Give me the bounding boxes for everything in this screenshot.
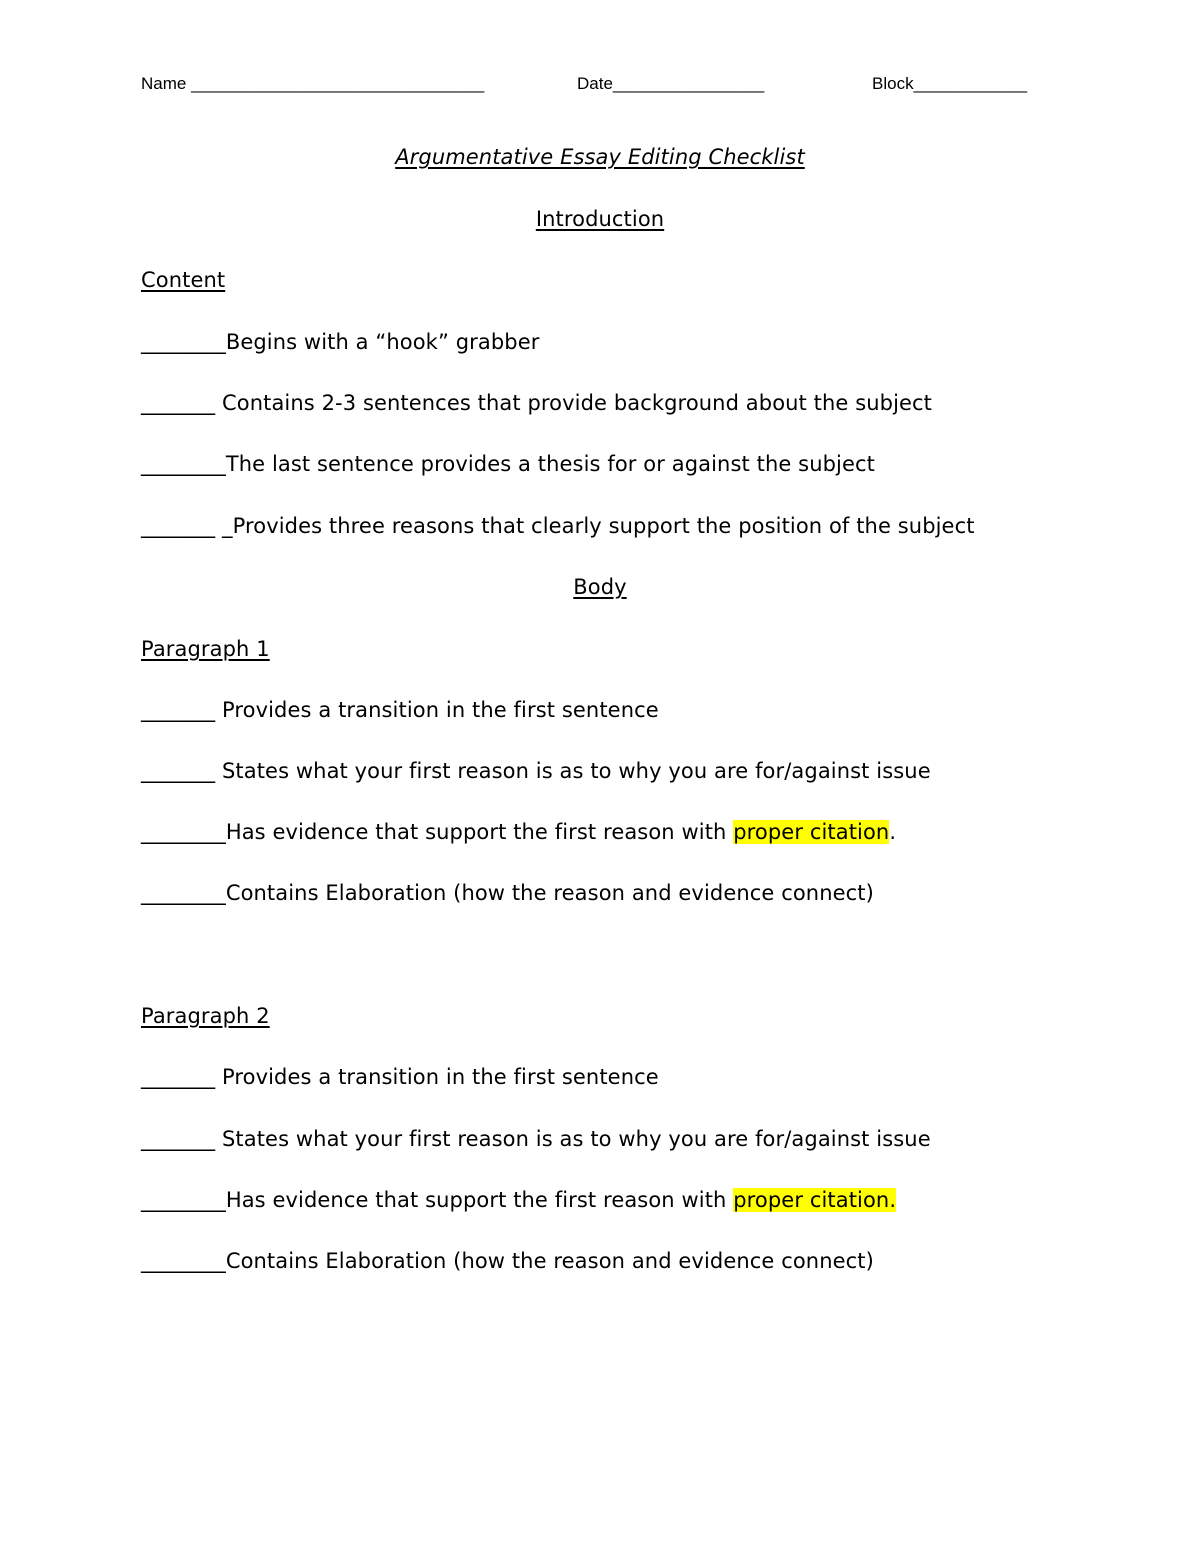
checklist-blank: ________	[141, 820, 226, 844]
checklist-blank: ________	[141, 1188, 226, 1212]
checklist-text: Contains Elaboration (how the reason and evidence connect)	[225, 881, 874, 905]
section-heading-introduction: Introduction	[535, 207, 665, 231]
checklist-item	[141, 1247, 874, 1275]
checklist-text: Contains Elaboration (how the reason and evidence connect)	[225, 1249, 874, 1273]
name-field: Name _______________________________	[141, 74, 485, 93]
checklist-blank: ________	[141, 1249, 226, 1273]
subheading-content: Content	[141, 268, 226, 292]
checklist-text: Has evidence that support the first reason with	[225, 820, 734, 844]
checklist-blank: _______	[141, 1127, 222, 1151]
checklist-item	[141, 818, 896, 846]
checklist-blank: _______	[141, 759, 222, 783]
highlighted-text: proper citation.	[733, 1188, 897, 1212]
student-info-header	[141, 74, 1061, 98]
checklist-blank: _______	[141, 1065, 222, 1089]
checklist-text: Begins with a “hook” grabber	[225, 330, 540, 354]
checklist-text: Has evidence that support the first reason with	[225, 1188, 734, 1212]
checklist-text: Provides a transition in the first sentence	[221, 698, 659, 722]
checklist-text: Provides three reasons that clearly support the position of the subject	[232, 514, 975, 538]
checklist-text: The last sentence provides a thesis for or against the subject	[225, 452, 875, 476]
checklist-item	[141, 757, 931, 785]
checklist-text: States what your first reason is as to why you are for/against issue	[221, 759, 931, 783]
subheading-paragraph-2: Paragraph 2	[141, 1004, 270, 1028]
checklist-text: Provides a transition in the first sentence	[221, 1065, 659, 1089]
checklist-blank: ________	[141, 881, 226, 905]
checklist-item	[141, 879, 874, 907]
checklist-blank: _______	[141, 391, 222, 415]
checklist-item	[141, 1063, 659, 1091]
highlighted-text: proper citation	[733, 820, 890, 844]
checklist-item	[141, 450, 875, 478]
checklist-text-suffix: .	[889, 820, 897, 844]
checklist-text: Contains 2-3 sentences that provide background about the subject	[221, 391, 933, 415]
checklist-item	[141, 389, 932, 417]
checklist-blank: _______	[141, 698, 222, 722]
checklist-item	[141, 512, 975, 540]
checklist-item	[141, 328, 539, 356]
checklist-item	[141, 696, 659, 724]
section-heading-body: Body	[573, 575, 627, 599]
checklist-item	[141, 1125, 931, 1153]
subheading-paragraph-1: Paragraph 1	[141, 637, 270, 661]
checklist-item	[141, 1186, 896, 1214]
checklist-text: States what your first reason is as to why you are for/against issue	[221, 1127, 931, 1151]
checklist-blank: _______ _	[141, 514, 233, 538]
checklist-blank: ________	[141, 330, 226, 354]
checklist-blank: ________	[141, 452, 226, 476]
document-title: Argumentative Essay Editing Checklist	[395, 145, 805, 169]
date-field: Date________________	[577, 74, 765, 93]
block-field: Block____________	[872, 74, 1028, 93]
